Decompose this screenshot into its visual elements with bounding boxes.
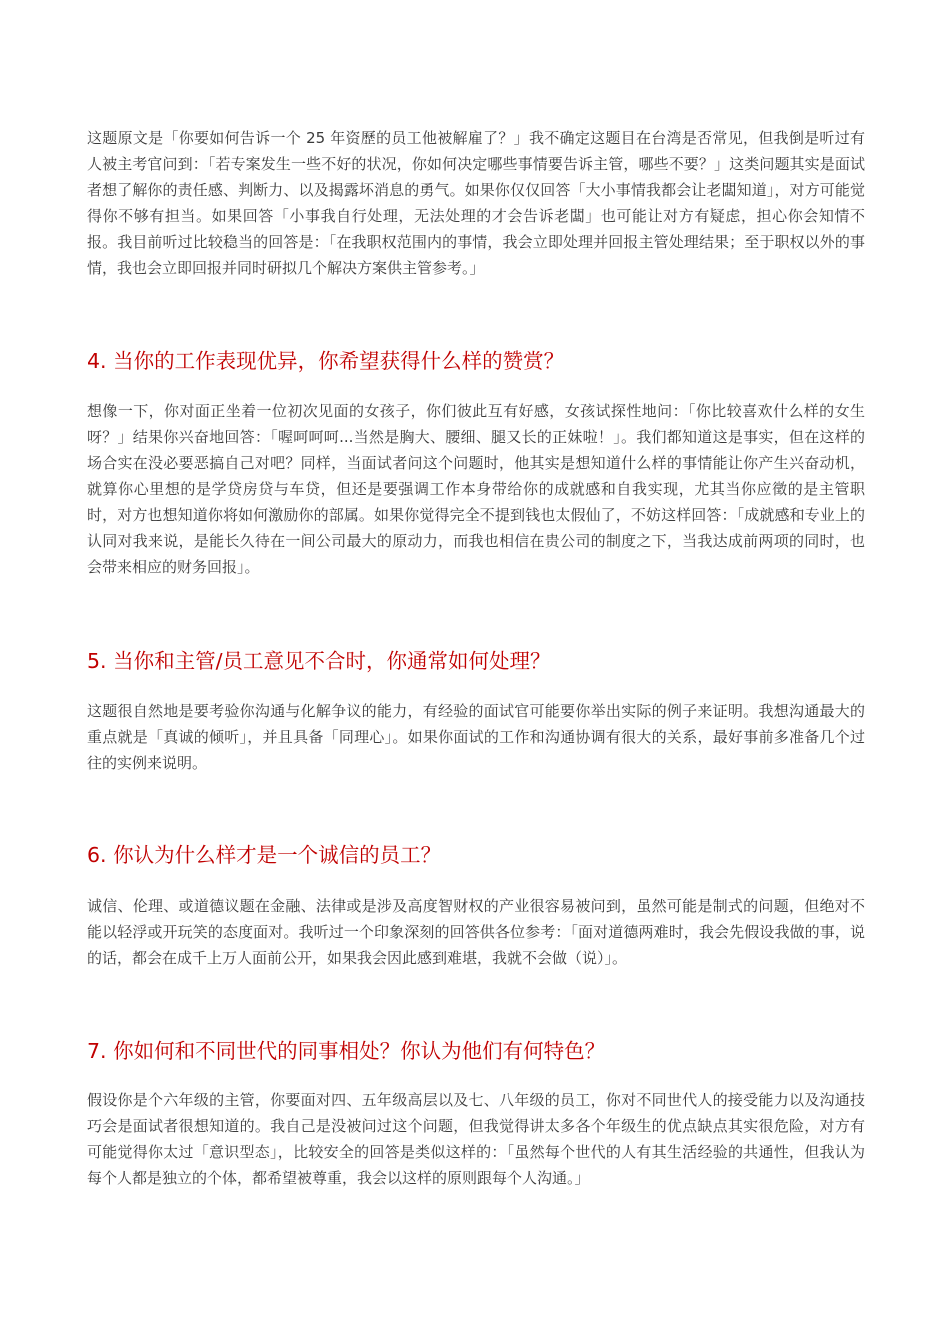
question-6-paragraph: 诚信、伦理、或道德议题在金融、法律或是涉及高度智财权的产业很容易被问到，虽然可能是制式的问题，但绝对不能以轻浮或开玩笑的态度面对。我听过一个印象深刻的回答供各位参考：「面对道德两难时，我会先假设我做的事，说的话，都会在成千上万人面前公开，如果我会因此感到难堪，我就不会做（说）」。 <box>87 897 865 967</box>
question-4-paragraph: 想像一下，你对面正坐着一位初次见面的女孩子，你们彼此互有好感，女孩试探性地问：「你比较喜欢什么样的女生呀？」结果你兴奋地回答：「喔呵呵呵...当然是胸大、腰细、腿又长的正妹啦！」。我们都知道这是事实，但在这样的场合实在没必要恶搞自己对吧？同样，当面试者问这个问题时，他其实是想知道什么样的事情能让你产生兴奋动机，就算你心里想的是学贷房贷与车贷，但还是要强调工作本身带给你的成就感和自我实现，尤其当你应徵的是主管职时，对方也想知道你将如何激励你的部属。如果你觉得完全不提到钱也太假仙了，不妨这样回答：「成就感和专业上的认同对我来说，是能长久待在一间公司最大的原动力，而我也相信在贵公司的制度之下，当我达成前两项的同时，也会带来相应的财务回报」。 <box>87 402 865 576</box>
intro-paragraph: 这题原文是「你要如何告诉一个 25 年资歷的员工他被解雇了？」我不确定这题目在台湾是否常见，但我倒是听过有人被主考官问到：「若专案发生一些不好的状况，你如何决定哪些事情要告诉主管，哪些不要？」这类问题其实是面试者想了解你的责任感、判断力、以及揭露坏消息的勇气。如果你仅仅回答「大小事情我都会让老闆知道」，对方可能觉得你不够有担当。如果回答「小事我自行处理，无法处理的才会告诉老闆」也可能让对方有疑虑，担心你会知情不报。我目前听过比较稳当的回答是：「在我职权范围内的事情，我会立即处理并回报主管处理结果；至于职权以外的事情，我也会立即回报并同时研拟几个解决方案供主管参考。」 <box>87 129 865 277</box>
question-6-heading: 6. 你认为什么样才是一个诚信的员工？ <box>87 843 442 867</box>
question-7-paragraph: 假设你是个六年级的主管，你要面对四、五年级高层以及七、八年级的员工，你对不同世代人的接受能力以及沟通技巧会是面试者很想知道的。我自己是没被问过这个问题，但我觉得讲太多各个年级生的优点缺点其实很危险，对方有可能觉得你太过「意识型态」，比较安全的回答是类似这样的：「虽然每个世代的人有其生活经验的共通性，但我认为每个人都是独立的个体，都希望被尊重，我会以这样的原则跟每个人沟通。」 <box>87 1091 865 1187</box>
question-5-heading: 5. 当你和主管/员工意见不合时，你通常如何处理？ <box>87 649 551 673</box>
question-5-paragraph: 这题很自然地是要考验你沟通与化解争议的能力，有经验的面试官可能要你举出实际的例子来证明。我想沟通最大的重点就是「真诚的倾听」，并且具备「同理心」。如果你面试的工作和沟通协调有很大的关系，最好事前多准备几个过往的实例来说明。 <box>87 702 865 772</box>
question-7-heading: 7. 你如何和不同世代的同事相处？你认为他们有何特色？ <box>87 1039 606 1063</box>
question-4-heading: 4. 当你的工作表现优异，你希望获得什么样的赞赏？ <box>87 349 565 373</box>
